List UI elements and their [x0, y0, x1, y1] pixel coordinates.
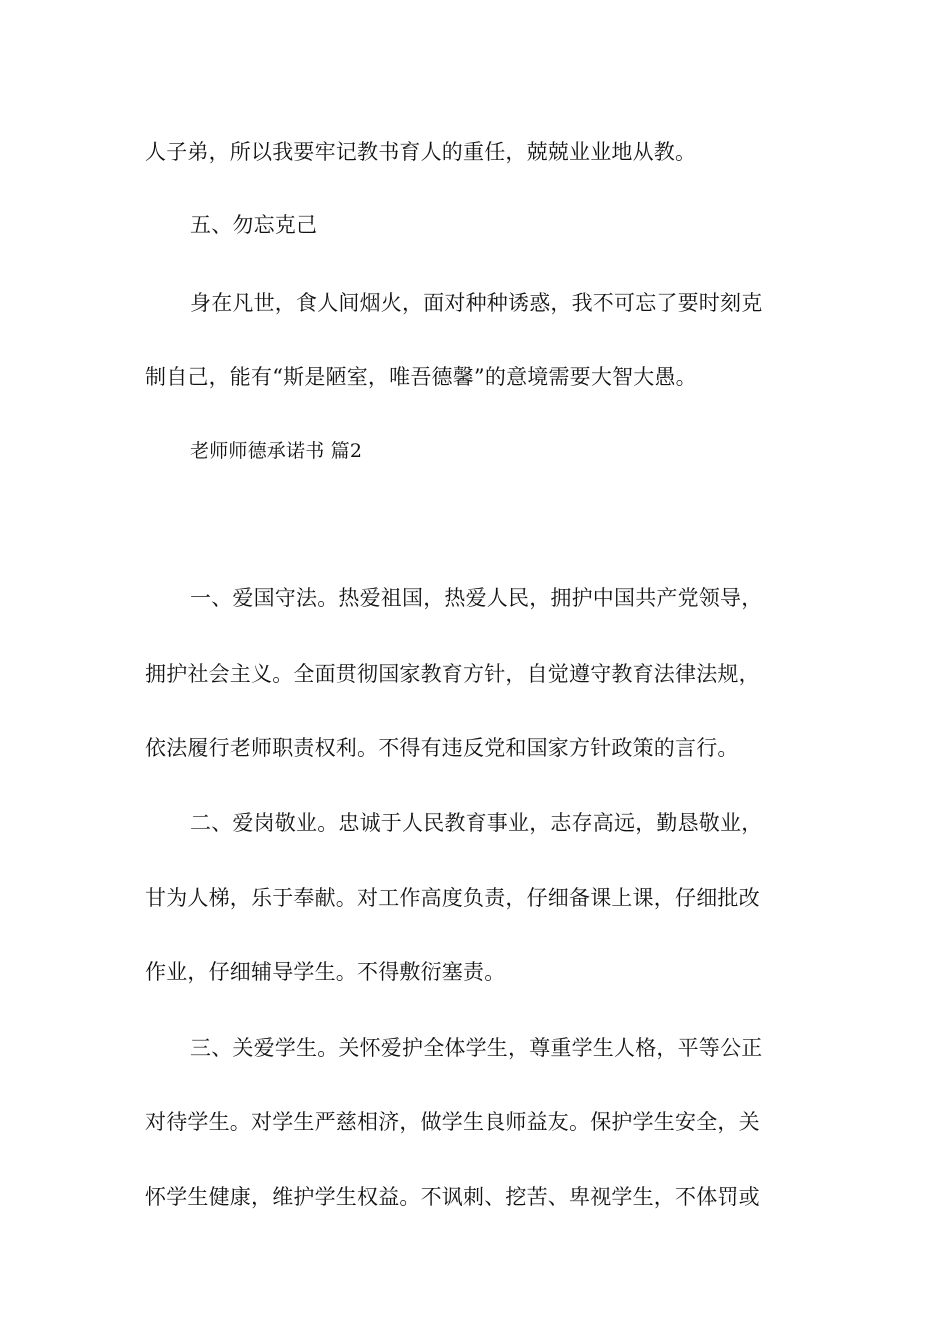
article-title: 老师师德承诺书 篇2	[190, 440, 363, 462]
paragraph-line: 二、爱岗敬业。忠诚于人民教育事业，志存高远，勤恳敬业，	[190, 811, 763, 835]
paragraph-line: 怀学生健康，维护学生权益。不讽刺、挖苦、卑视学生，不体罚或	[145, 1185, 760, 1209]
paragraph-line: 拥护社会主义。全面贯彻国家教育方针，自觉遵守教育法律法规，	[145, 662, 760, 686]
paragraph-line: 制自己，能有“斯是陋室，唯吾德馨”的意境需要大智大愚。	[145, 365, 697, 389]
paragraph-line: 三、关爱学生。关怀爱护全体学生，尊重学生人格，平等公正	[190, 1036, 763, 1060]
paragraph-line: 对待学生。对学生严慈相济，做学生良师益友。保护学生安全，关	[145, 1110, 760, 1134]
paragraph-line: 身在凡世，食人间烟火，面对种种诱惑，我不可忘了要时刻克	[190, 291, 763, 315]
paragraph-line: 一、爱国守法。热爱祖国，热爱人民，拥护中国共产党领导，	[190, 586, 763, 610]
section-heading: 五、勿忘克己	[190, 213, 318, 237]
paragraph-line: 作业，仔细辅导学生。不得敷衍塞责。	[145, 960, 506, 984]
paragraph-line: 甘为人梯，乐于奉献。对工作高度负责，仔细备课上课，仔细批改	[145, 886, 760, 910]
paragraph-line: 依法履行老师职责权利。不得有违反党和国家方针政策的言行。	[145, 736, 739, 760]
paragraph-line: 人子弟，所以我要牢记教书育人的重任，兢兢业业地从教。	[145, 140, 697, 164]
